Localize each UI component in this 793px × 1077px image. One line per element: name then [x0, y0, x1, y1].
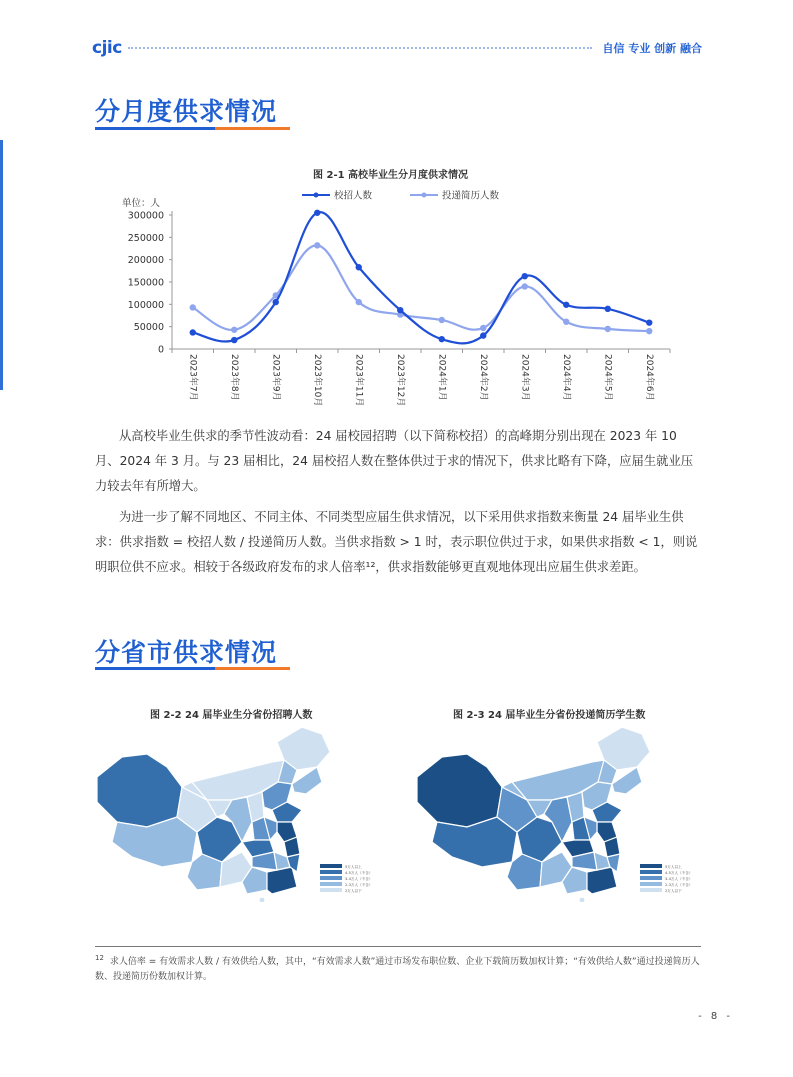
series-line [193, 212, 650, 343]
legend-swatch [320, 870, 342, 874]
chart-title: 图 2-1 高校毕业生分月度供求情况 [313, 170, 469, 181]
footnote [95, 951, 701, 985]
data-point [231, 337, 237, 343]
legend-swatch [640, 876, 662, 880]
data-point [646, 328, 652, 334]
legend-label: 2-3万人（不含） [665, 883, 693, 887]
legend-swatch [640, 882, 662, 886]
data-point [605, 306, 611, 312]
data-point [190, 329, 196, 335]
legend-swatch [640, 864, 662, 868]
legend-swatch [320, 864, 342, 868]
map1-title: 图 2-2 24 届毕业生分省份招聘人数 [150, 710, 313, 721]
x-tick-label: 2024年5月 [602, 354, 613, 401]
header-slogan: 自信 专业 创新 融合 [602, 42, 702, 55]
data-point [646, 319, 652, 325]
data-point [522, 273, 528, 279]
footnote-number: 12 [95, 954, 104, 962]
page-number: - 8 - [698, 1011, 733, 1022]
data-point [190, 304, 196, 310]
y-tick-label: 100000 [127, 299, 164, 311]
footnote-text: 求人倍率 = 有效需求人数 / 有效供给人数，其中，“有效需求人数”通过市场发布职位数、企业下载简历数加权计算；“有效供给人数”通过投递简历人数、投递简历份数加权计算。 [95, 957, 700, 982]
x-tick-label: 2023年7月 [187, 354, 198, 401]
section-title-province: 分省市供求情况 [95, 638, 278, 667]
data-point [480, 325, 486, 331]
data-point [605, 326, 611, 332]
legend-swatch [320, 876, 342, 880]
y-tick-label: 50000 [133, 322, 164, 334]
section-title-monthly: 分月度供求情况 [95, 97, 278, 126]
legend-marker [422, 193, 427, 198]
x-tick-label: 2024年2月 [477, 354, 488, 401]
footnote-divider [95, 946, 701, 947]
legend-label: 5万人以上 [665, 865, 682, 869]
cjic-logo: cjic [92, 38, 122, 58]
monthly-supply-demand-chart [0, 185, 793, 445]
title-underline-blue [95, 667, 215, 670]
y-tick-label: 200000 [127, 255, 164, 267]
legend-marker [314, 193, 319, 198]
series-line [193, 245, 650, 331]
legend-label: 投递简历人数 [442, 190, 500, 202]
data-point [522, 283, 528, 289]
legend-label: 2万人以下 [665, 889, 682, 893]
legend-swatch [320, 882, 342, 886]
x-tick-label: 2023年9月 [270, 354, 281, 401]
legend-label: 2-3万人（不含） [345, 883, 373, 887]
legend-label: 2万人以下 [345, 889, 362, 893]
legend-swatch [320, 888, 342, 892]
x-tick-label: 2024年4月 [560, 354, 571, 401]
data-point [273, 299, 279, 305]
map2-title: 图 2-3 24 届毕业生分省份投递简历学生数 [453, 710, 646, 721]
y-tick-label: 250000 [127, 232, 164, 244]
data-point [439, 317, 445, 323]
legend-swatch [640, 870, 662, 874]
x-tick-label: 2023年10月 [311, 354, 322, 407]
legend-swatch [640, 888, 662, 892]
x-tick-label: 2023年11月 [353, 354, 364, 407]
x-tick-label: 2023年12月 [394, 354, 405, 407]
title-underline-orange [215, 127, 290, 130]
china-map-applicants [412, 722, 702, 902]
y-axis-unit-label: 单位：人 [122, 198, 161, 209]
paragraph-2: 为进一步了解不同地区、不同主体、不同类型应届生供求情况，以下采用供求指数来衡量 24 届毕业生供求：供求指数 = 校招人数 / 投递简历人数。当供求指数 > 1 时，表示职位供过于求，如果供求指数 < 1，则说明职位供不应求。相较于各级政府发布的求人倍率¹²，供求指数能够更直观地体现出应届生供求差距。 [95, 510, 698, 574]
legend-label: 4-5万人（不含） [665, 871, 693, 875]
paragraph-1: 从高校毕业生供求的季节性波动看：24 届校园招聘（以下简称校招）的高峰期分别出现在 2023 年 10 月、2024 年 3 月。与 23 届相比，24 届校招人数在整体供过于求的情况下，供求比略有下降，应届生就业压力较去年有所增大。 [95, 429, 694, 493]
map2-legend [640, 864, 692, 893]
data-point [563, 302, 569, 308]
data-point [356, 299, 362, 305]
data-point [314, 242, 320, 248]
data-point [231, 327, 237, 333]
header-dotted-divider [128, 47, 592, 49]
x-tick-label: 2024年6月 [643, 354, 654, 401]
x-tick-label: 2024年3月 [519, 354, 530, 401]
data-point [439, 336, 445, 342]
legend-label: 5万人以上 [345, 865, 362, 869]
legend-label: 4-5万人（不含） [345, 871, 373, 875]
data-point [356, 264, 362, 270]
data-point [397, 307, 403, 313]
data-point [480, 332, 486, 338]
data-point [563, 319, 569, 325]
x-tick-label: 2023年8月 [228, 354, 239, 401]
legend-label: 3-4万人（不含） [665, 877, 693, 881]
x-tick-label: 2024年1月 [436, 354, 447, 401]
map1-legend [320, 864, 372, 893]
legend-label: 3-4万人（不含） [345, 877, 373, 881]
legend-label: 校招人数 [334, 190, 373, 202]
title-underline-blue [95, 127, 215, 130]
data-point [314, 210, 320, 216]
title-underline-orange [215, 667, 290, 670]
china-map-recruitment [92, 722, 382, 902]
y-tick-label: 300000 [127, 210, 164, 222]
page-header [92, 38, 702, 58]
y-tick-label: 0 [157, 344, 164, 356]
y-tick-label: 150000 [127, 277, 164, 289]
